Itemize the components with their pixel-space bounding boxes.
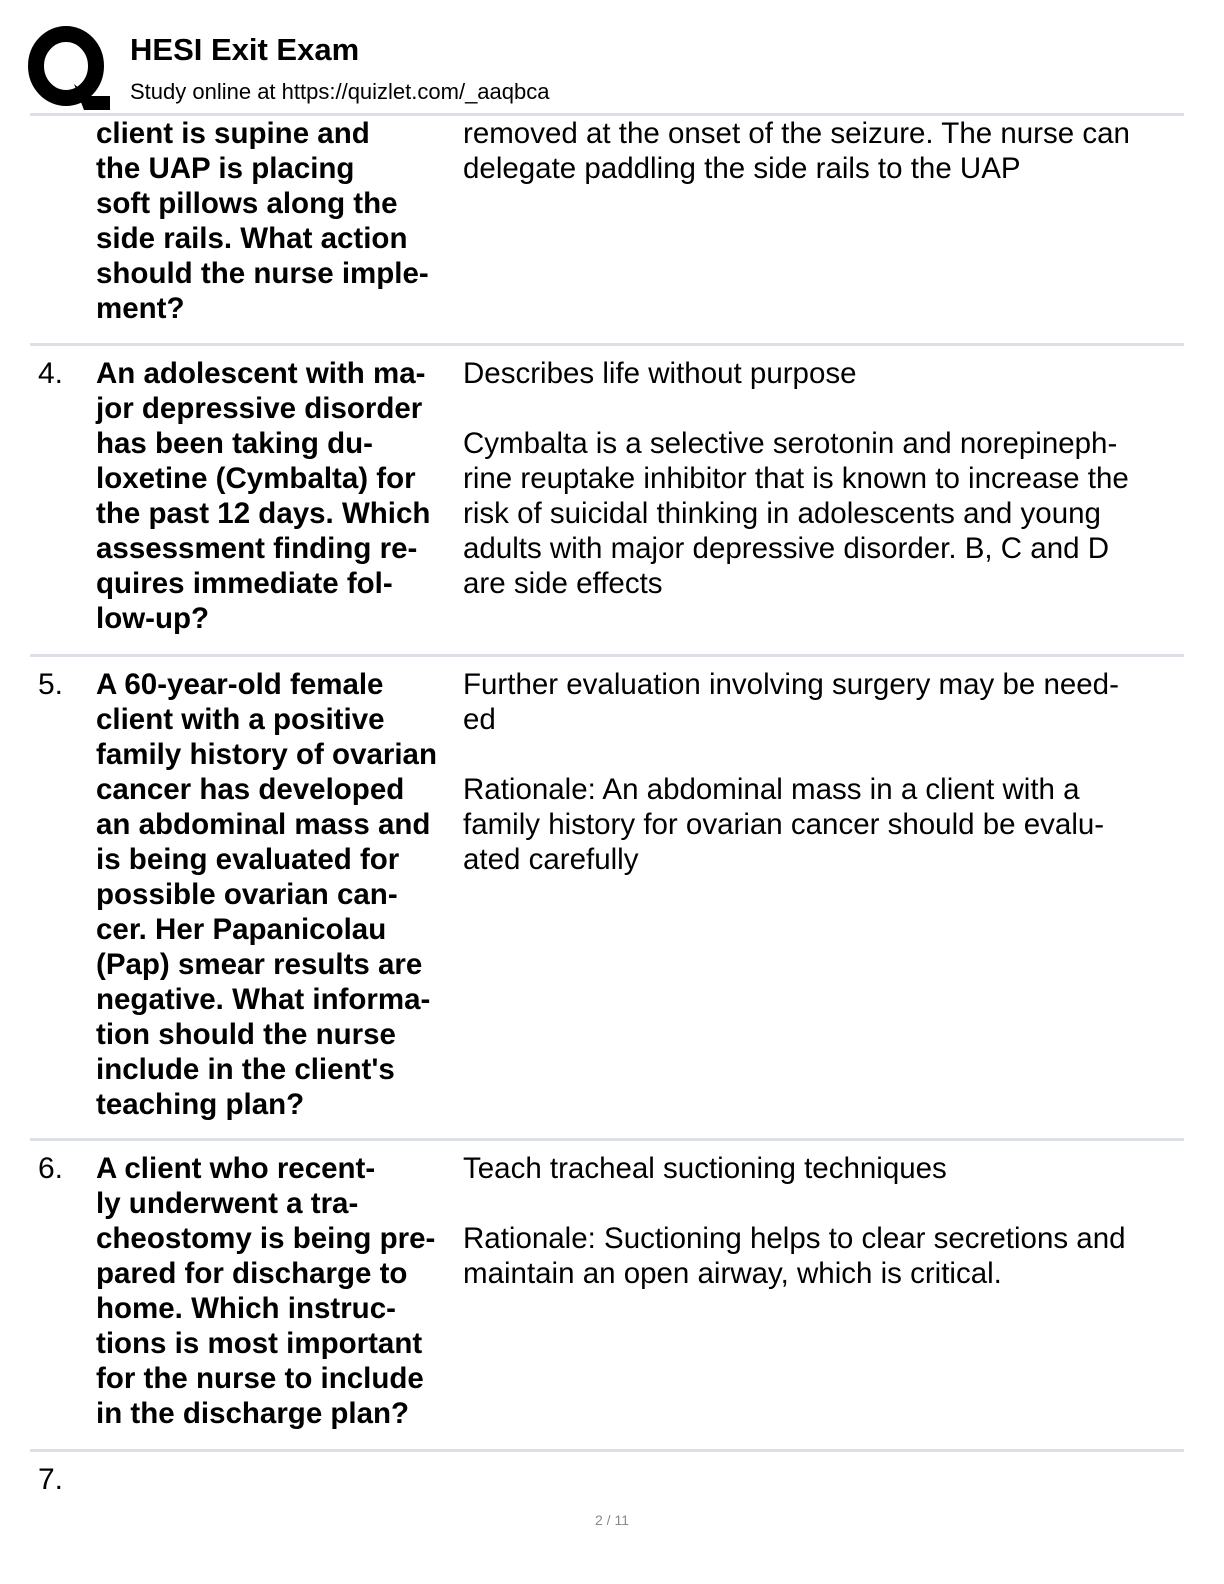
card-number: 6. (38, 1152, 64, 1185)
divider (30, 1138, 1184, 1141)
card-answer: Further evaluation involving surgery may be need- ed Rationale: An abdominal mass in a client with a family history for ovarian cancer should be evalu- ated carefully (463, 668, 1119, 876)
card-number: 7. (38, 1463, 64, 1496)
card-number: 5. (38, 668, 64, 701)
divider (30, 654, 1184, 657)
quizlet-logo-icon (28, 22, 110, 110)
card-number: 4. (38, 357, 64, 390)
card-answer: Teach tracheal suctioning techniques Rationale: Suctioning helps to clear secretions and maintain an open airway, which is critical. (463, 1152, 1126, 1290)
divider (30, 1449, 1184, 1452)
card-question: An adolescent with ma- jor depressive disorder has been taking du- loxetine (Cymbalta) for the past 12 days. Which assessment finding re- quires immediate fol- low-up? (96, 357, 431, 635)
study-online-link[interactable]: Study online at https://quizlet.com/_aaqbca (130, 79, 550, 104)
page-indicator: 2 / 11 (595, 1512, 629, 1528)
card-question: A 60-year-old female client with a positive family history of ovarian cancer has developed an abdominal mass and is being evaluated for possible ovarian can- cer. Her Papanicolau (Pap) smear results are negative. What informa- tion should the nurse include in the client's teaching plan? (96, 668, 437, 1121)
card-question: A client who recent- ly underwent a tra- cheostomy is being pre- pared for discharge to home. Which instruc- tions is most important for the nurse to include in the discharge plan? (96, 1152, 436, 1430)
card-question: client is supine and the UAP is placing soft pillows along the side rails. What action should the nurse imple- ment? (96, 117, 429, 325)
set-title: HESI Exit Exam (130, 32, 360, 67)
card-answer: Describes life without purpose Cymbalta is a selective serotonin and norepineph- rine reuptake inhibitor that is known to increase the risk of suicidal thinking in adolescents and young adults with major depressive disorder. B, C and D are side effects (463, 357, 1129, 600)
divider (30, 343, 1184, 346)
card-answer: removed at the onset of the seizure. The nurse can delegate paddling the side rails to the UAP (463, 117, 1130, 185)
page-header (0, 0, 1224, 112)
